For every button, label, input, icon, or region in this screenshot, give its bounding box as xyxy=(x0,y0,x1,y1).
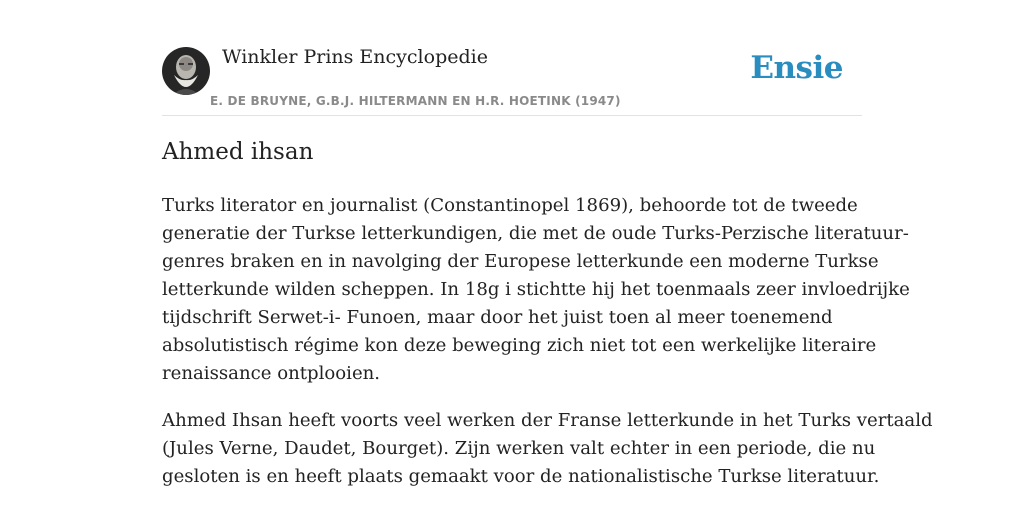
paragraph-line: Ahmed Ihsan heeft voorts veel werken der Franse letterkunde in het Turks vertaald xyxy=(162,410,933,431)
paragraph-line: tijdschrift Serwet-i- Funoen, maar door het juist toen al meer toenemend xyxy=(162,307,833,328)
author-portrait-icon xyxy=(162,47,210,95)
paragraph-line: (Jules Verne, Daudet, Bourget). Zijn werken valt echter in een periode, die nu xyxy=(162,438,876,459)
paragraph-line: letterkunde wilden scheppen. In 18g i stichtte hij het toenmaals zeer invloedrijke xyxy=(162,279,910,300)
header-divider xyxy=(162,115,862,116)
article-title: Ahmed ihsan xyxy=(162,139,314,165)
paragraph-line: generatie der Turkse letterkundigen, die met de oude Turks-Perzische literatuur- xyxy=(162,223,909,244)
paragraph-line: genres braken en in navolging der Europese letterkunde een moderne Turkse xyxy=(162,251,879,272)
article-paragraph xyxy=(162,192,910,388)
paragraph-line: absolutistisch régime kon deze beweging zich niet tot een werkelijke literaire xyxy=(162,335,877,356)
paragraph-line: renaissance ontplooien. xyxy=(162,363,381,384)
paragraph-line: gesloten is en heeft plaats gemaakt voor de nationalistische Turkse literatuur. xyxy=(162,466,880,487)
brand-logo-link[interactable]: Ensie xyxy=(750,50,843,86)
source-authors: E. DE BRUYNE, G.B.J. HILTERMANN EN H.R. HOETINK (1947) xyxy=(210,94,621,108)
article-paragraph xyxy=(162,407,933,491)
article-body xyxy=(162,192,933,510)
source-title[interactable]: Winkler Prins Encyclopedie xyxy=(222,46,488,68)
paragraph-line: Turks literator en journalist (Constantinopel 1869), behoorde tot de tweede xyxy=(162,195,858,216)
